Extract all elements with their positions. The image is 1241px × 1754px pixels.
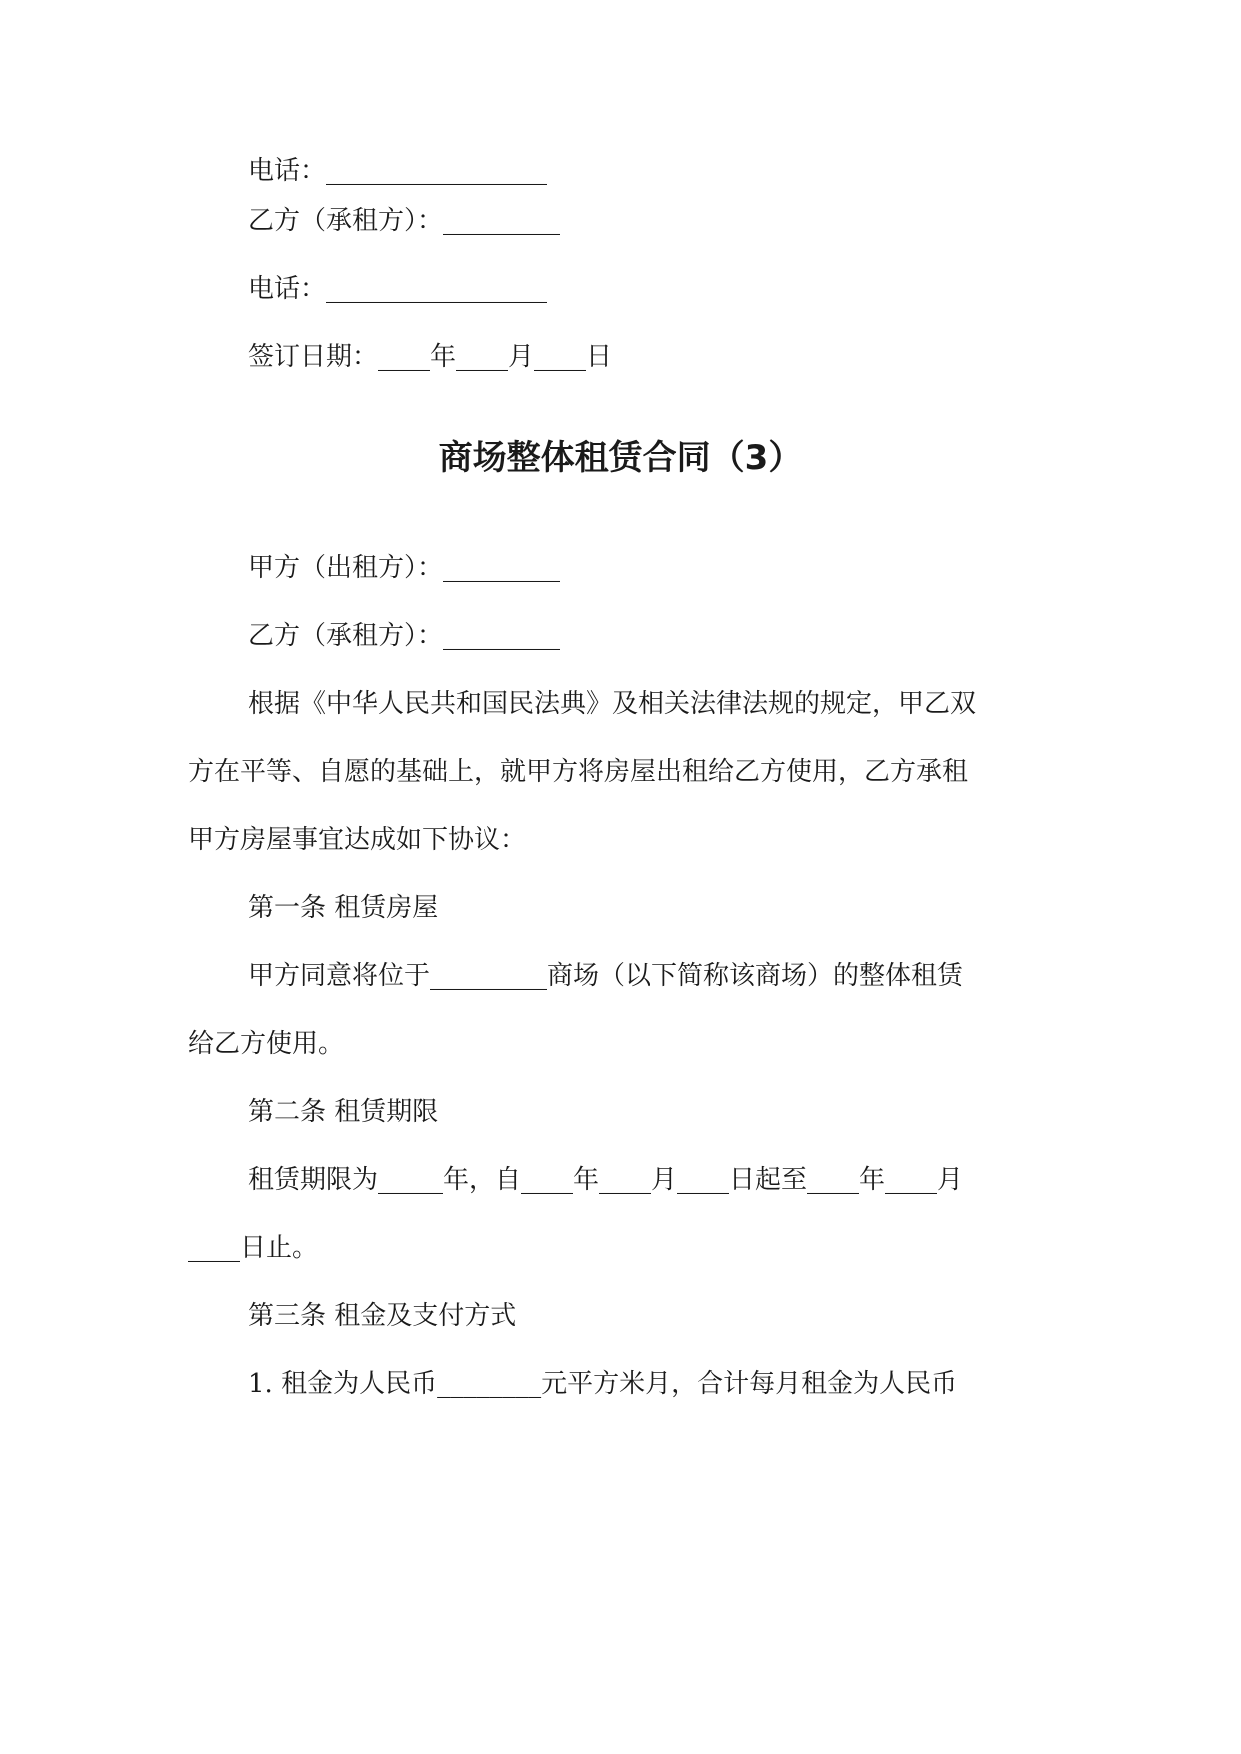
article-1-line-1: 甲方同意将位于_________商场（以下简称该商场）的整体租赁 (248, 961, 964, 991)
party-b-lessee-line: 乙方（承租方）：_________ (248, 621, 561, 651)
preamble-line-2: 方在平等、自愿的基础上，就甲方将房屋出租给乙方使用，乙方承租 (188, 757, 969, 787)
phone-line-party-a: 电话：_________________ (248, 156, 548, 186)
phone-line-party-b: 电话：_________________ (248, 274, 548, 304)
party-a-lessor-line: 甲方（出租方）：_________ (248, 553, 561, 583)
article-3-heading: 第三条 租金及支付方式 (248, 1301, 517, 1331)
preamble-line-1: 根据《中华人民共和国民法典》及相关法律法规的规定，甲乙双 (248, 689, 977, 719)
article-2-heading: 第二条 租赁期限 (248, 1097, 439, 1127)
contract-title: 商场整体租赁合同（3） (438, 438, 803, 478)
signing-date-line: 签订日期：____年____月____日 (248, 342, 613, 372)
article-1-heading: 第一条 租赁房屋 (248, 893, 439, 923)
party-b-line: 乙方（承租方）：_________ (248, 206, 561, 236)
article-2-line-1: 租赁期限为_____年，自____年____月____日起至____年____月 (248, 1165, 964, 1195)
article-2-line-2: ____日止。 (188, 1233, 319, 1263)
article-1-line-2: 给乙方使用。 (188, 1029, 345, 1059)
preamble-line-3: 甲方房屋事宜达成如下协议： (188, 825, 527, 855)
article-3-item-1: 1. 租金为人民币________元平方米月，合计每月租金为人民币 (248, 1369, 958, 1399)
